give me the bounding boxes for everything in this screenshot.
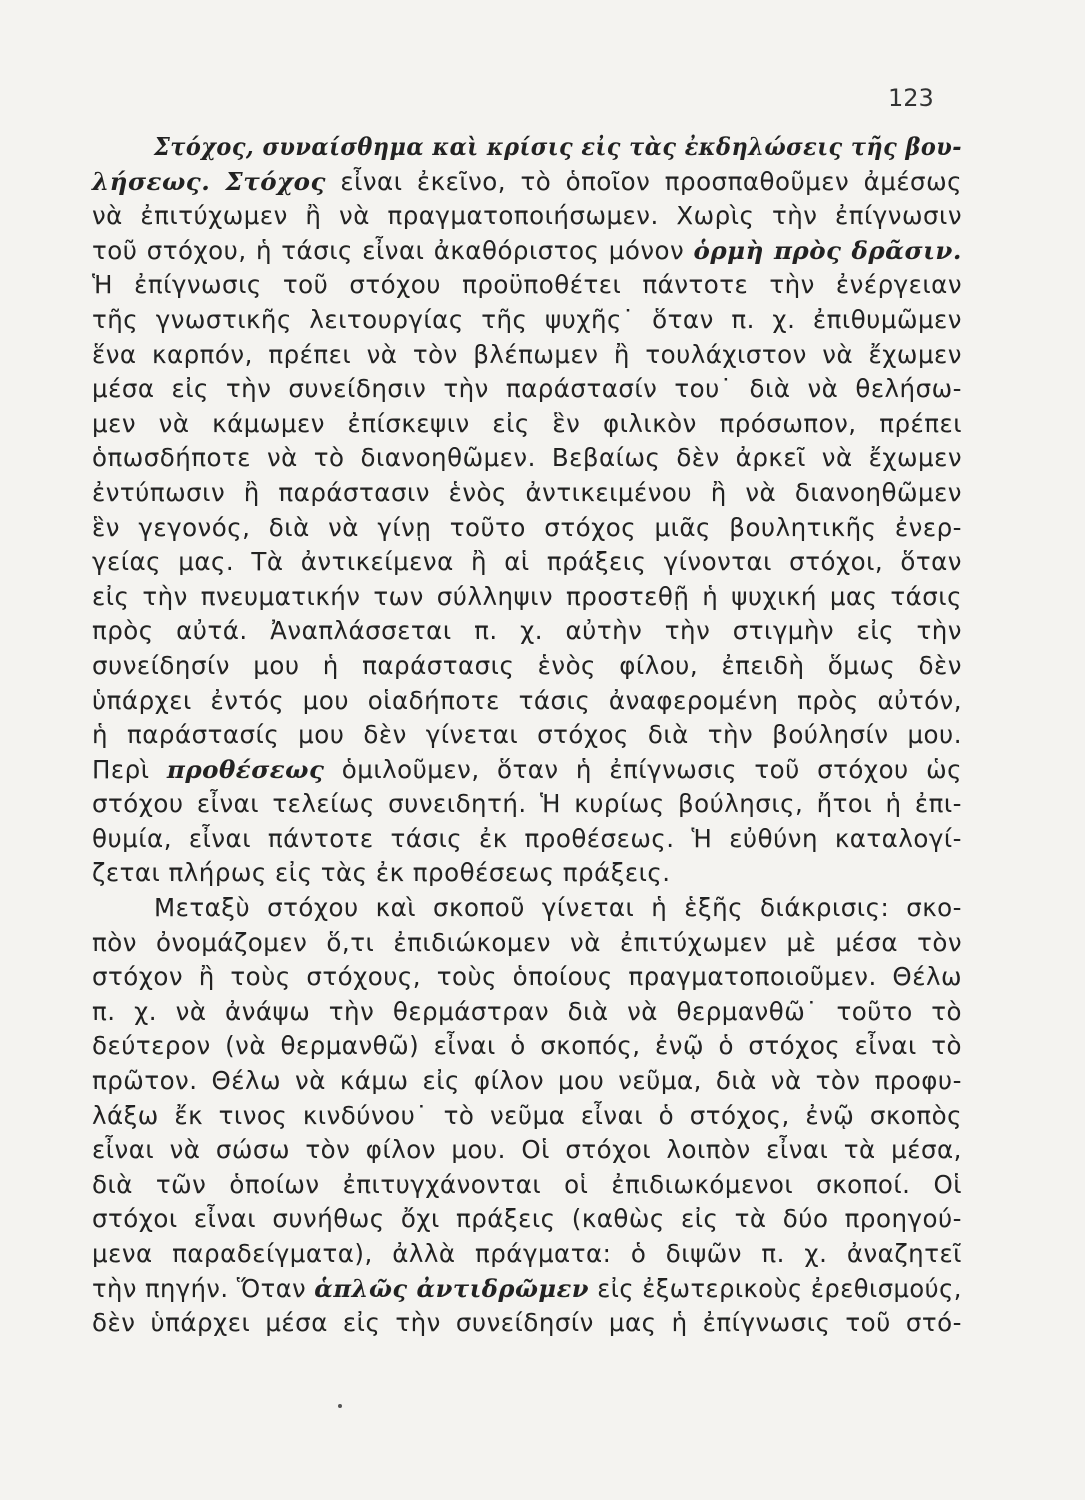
line-text: στόχον ἢ τοὺς στόχους, τοὺς ὁποίους πραγματοποιοῦμεν. Θέλω [92, 962, 962, 992]
line-text: πρῶτον. Θέλω νὰ κάμω εἰς φίλον μου νεῦμα, διὰ νὰ τὸν προφυ- [92, 1066, 962, 1096]
body-text [92, 130, 962, 1341]
page-number: 123 [888, 84, 934, 112]
line-text: δεύτερον (νὰ θερμανθῶ) εἶναι ὁ σκοπός, ἐνῷ ὁ στόχος εἶναι τὸ [92, 1031, 963, 1061]
line-text: εἰς τὴν πνευματικήν των σύλληψιν προστεθῇ ἡ ψυχική μας τάσις [92, 581, 962, 611]
line-text: εἶναι νὰ σώσω τὸν φίλον μου. Οἱ στόχοι λοιπὸν εἶναι τὰ μέσα, [92, 1135, 962, 1165]
line-text: ὁμιλοῦμεν, ὅταν ἡ ἐπίγνωσις τοῦ στόχου ὡς [324, 754, 962, 784]
line-text: μέσα εἰς τὴν συνείδησιν τὴν παράστασίν του˙ διὰ νὰ θελήσω- [92, 374, 962, 404]
text-line [92, 1099, 962, 1134]
line-text: ἡ παράστασίς μου δὲν γίνεται στόχος διὰ τὴν βούλησίν μου. [92, 720, 963, 750]
text-line [92, 753, 962, 788]
line-text: μεν νὰ κάμωμεν ἐπίσκεψιν εἰς ἓν φιλικὸν πρόσωπον, πρέπει [92, 408, 963, 438]
line-text: εἶναι ἐκεῖνο, τὸ ὁποῖον προσπαθοῦμεν ἀμέσως [325, 166, 962, 196]
line-text: στόχου εἶναι τελείως συνειδητή. Ἡ κυρίως βούλησις, ἤτοι ἡ ἐπι- [92, 789, 962, 819]
line-text: τοῦ στόχου, ἡ τάσις εἶναι ἀκαθόριστος μόνον [92, 235, 694, 265]
text-line [92, 441, 962, 476]
emphasized-text: προθέσεως [166, 754, 325, 784]
line-text: ἓν γεγονός, διὰ νὰ γίνῃ τοῦτο στόχος μιᾶς βουλητικῆς ἐνερ- [92, 512, 962, 542]
text-line [92, 1237, 962, 1272]
text-line [92, 684, 962, 719]
text-line [92, 718, 962, 753]
text-line [92, 787, 962, 822]
text-line [92, 649, 962, 684]
text-line [92, 856, 962, 891]
line-text: πρὸς αὐτά. Ἀναπλάσσεται π. χ. αὐτὴν τὴν στιγμὴν εἰς τὴν [92, 616, 962, 646]
text-line [92, 338, 962, 373]
text-line [92, 303, 962, 338]
text-line [92, 165, 962, 200]
line-text: εἰς ἐξωτερικοὺς ἐρεθισμούς, [589, 1273, 962, 1303]
text-line [92, 1029, 962, 1064]
line-text: ὑπάρχει ἐντός μου οἱαδήποτε τάσις ἀναφερομένη πρὸς αὐτόν, [92, 685, 963, 715]
text-line [92, 995, 962, 1030]
emphasized-text: λήσεως. Στόχος [92, 166, 326, 196]
text-line [92, 268, 962, 303]
line-text: διὰ τῶν ὁποίων ἐπιτυγχάνονται οἱ ἐπιδιωκόμενοι σκοποί. Οἱ [92, 1169, 963, 1199]
text-line [92, 926, 962, 961]
text-line [92, 1202, 962, 1237]
line-text: δὲν ὑπάρχει μέσα εἰς τὴν συνείδησίν μας ἡ ἐπίγνωσις τοῦ στό- [92, 1308, 962, 1338]
line-text: ὁπωσδήποτε νὰ τὸ διανοηθῶμεν. Βεβαίως δὲν ἀρκεῖ νὰ ἔχωμεν [92, 443, 963, 473]
text-line [92, 1064, 962, 1099]
line-text: μενα παραδείγματα), ἀλλὰ πράγματα: ὁ διψῶν π. χ. ἀναζητεῖ [92, 1239, 962, 1268]
text-line [92, 199, 962, 234]
line-text: στόχοι εἶναι συνήθως ὄχι πράξεις (καθὼς εἰς τὰ δύο προηγού- [92, 1204, 962, 1234]
text-line [92, 372, 962, 407]
line-text: Μεταξὺ στόχου καὶ σκοποῦ γίνεται ἡ ἑξῆς διάκρισις: σκο- [154, 893, 962, 923]
line-text: ἕνα καρπόν, πρέπει νὰ τὸν βλέπωμεν ἢ τουλάχιστον νὰ ἔχωμεν [92, 339, 962, 369]
line-text: συνείδησίν μου ἡ παράστασις ἑνὸς φίλου, ἐπειδὴ ὅμως δὲν [92, 650, 962, 680]
text-line [92, 1133, 962, 1168]
text-line [92, 1272, 962, 1307]
print-speck [338, 1404, 342, 1408]
line-text: ζεται πλήρως εἰς τὰς ἐκ προθέσεως πράξεις. [92, 858, 671, 888]
emphasized-text: Στόχος, συναίσθημα καὶ κρίσις εἰς τὰς ἐκδηλώσεις τῆς βου- [154, 132, 963, 161]
line-text: λάξω ἔκ τινος κινδύνου˙ τὸ νεῦμα εἶναι ὁ στόχος, ἐνῷ σκοπὸς [92, 1100, 962, 1130]
line-text: Περὶ [92, 754, 167, 784]
text-line [92, 545, 962, 580]
line-text: Ἡ ἐπίγνωσις τοῦ στόχου προϋποθέτει πάντοτε τὴν ἐνέργειαν [92, 270, 963, 300]
text-line [92, 1306, 962, 1341]
text-line [92, 580, 962, 615]
text-line [92, 1168, 962, 1203]
text-line [92, 407, 962, 442]
line-text: πὸν ὀνομάζομεν ὅ,τι ἐπιδιώκομεν νὰ ἐπιτύχωμεν μὲ μέσα τὸν [92, 927, 963, 957]
emphasized-text: ἁπλῶς ἀντιδρῶμεν [314, 1273, 590, 1303]
text-line [92, 511, 962, 546]
line-text: ἐντύπωσιν ἢ παράστασιν ἑνὸς ἀντικειμένου ἢ νὰ διανοηθῶμεν [92, 477, 962, 507]
line-text: γείας μας. Τὰ ἀντικείμενα ἢ αἱ πράξεις γίνονται στόχοι, ὅταν [92, 547, 962, 577]
text-line [92, 234, 962, 269]
emphasized-text: ὁρμὴ πρὸς δρᾶσιν. [693, 235, 962, 265]
line-text: τῆς γνωστικῆς λειτουργίας τῆς ψυχῆς˙ ὅταν π. χ. ἐπιθυμῶμεν [92, 304, 962, 334]
line-text: θυμία, εἶναι πάντοτε τάσις ἐκ προθέσεως. Ἡ εὐθύνη καταλογί- [92, 823, 962, 853]
text-line [92, 130, 962, 165]
text-line [92, 822, 962, 857]
text-line [92, 891, 962, 926]
line-text: π. χ. νὰ ἀνάψω τὴν θερμάστραν διὰ νὰ θερμανθῶ˙ τοῦτο τὸ [92, 996, 963, 1026]
text-line [92, 614, 962, 649]
text-line [92, 476, 962, 511]
text-line [92, 960, 962, 995]
line-text: νὰ ἐπιτύχωμεν ἢ νὰ πραγματοποιήσωμεν. Χωρὶς τὴν ἐπίγνωσιν [92, 201, 963, 231]
line-text: τὴν πηγήν. Ὅταν [92, 1273, 315, 1303]
